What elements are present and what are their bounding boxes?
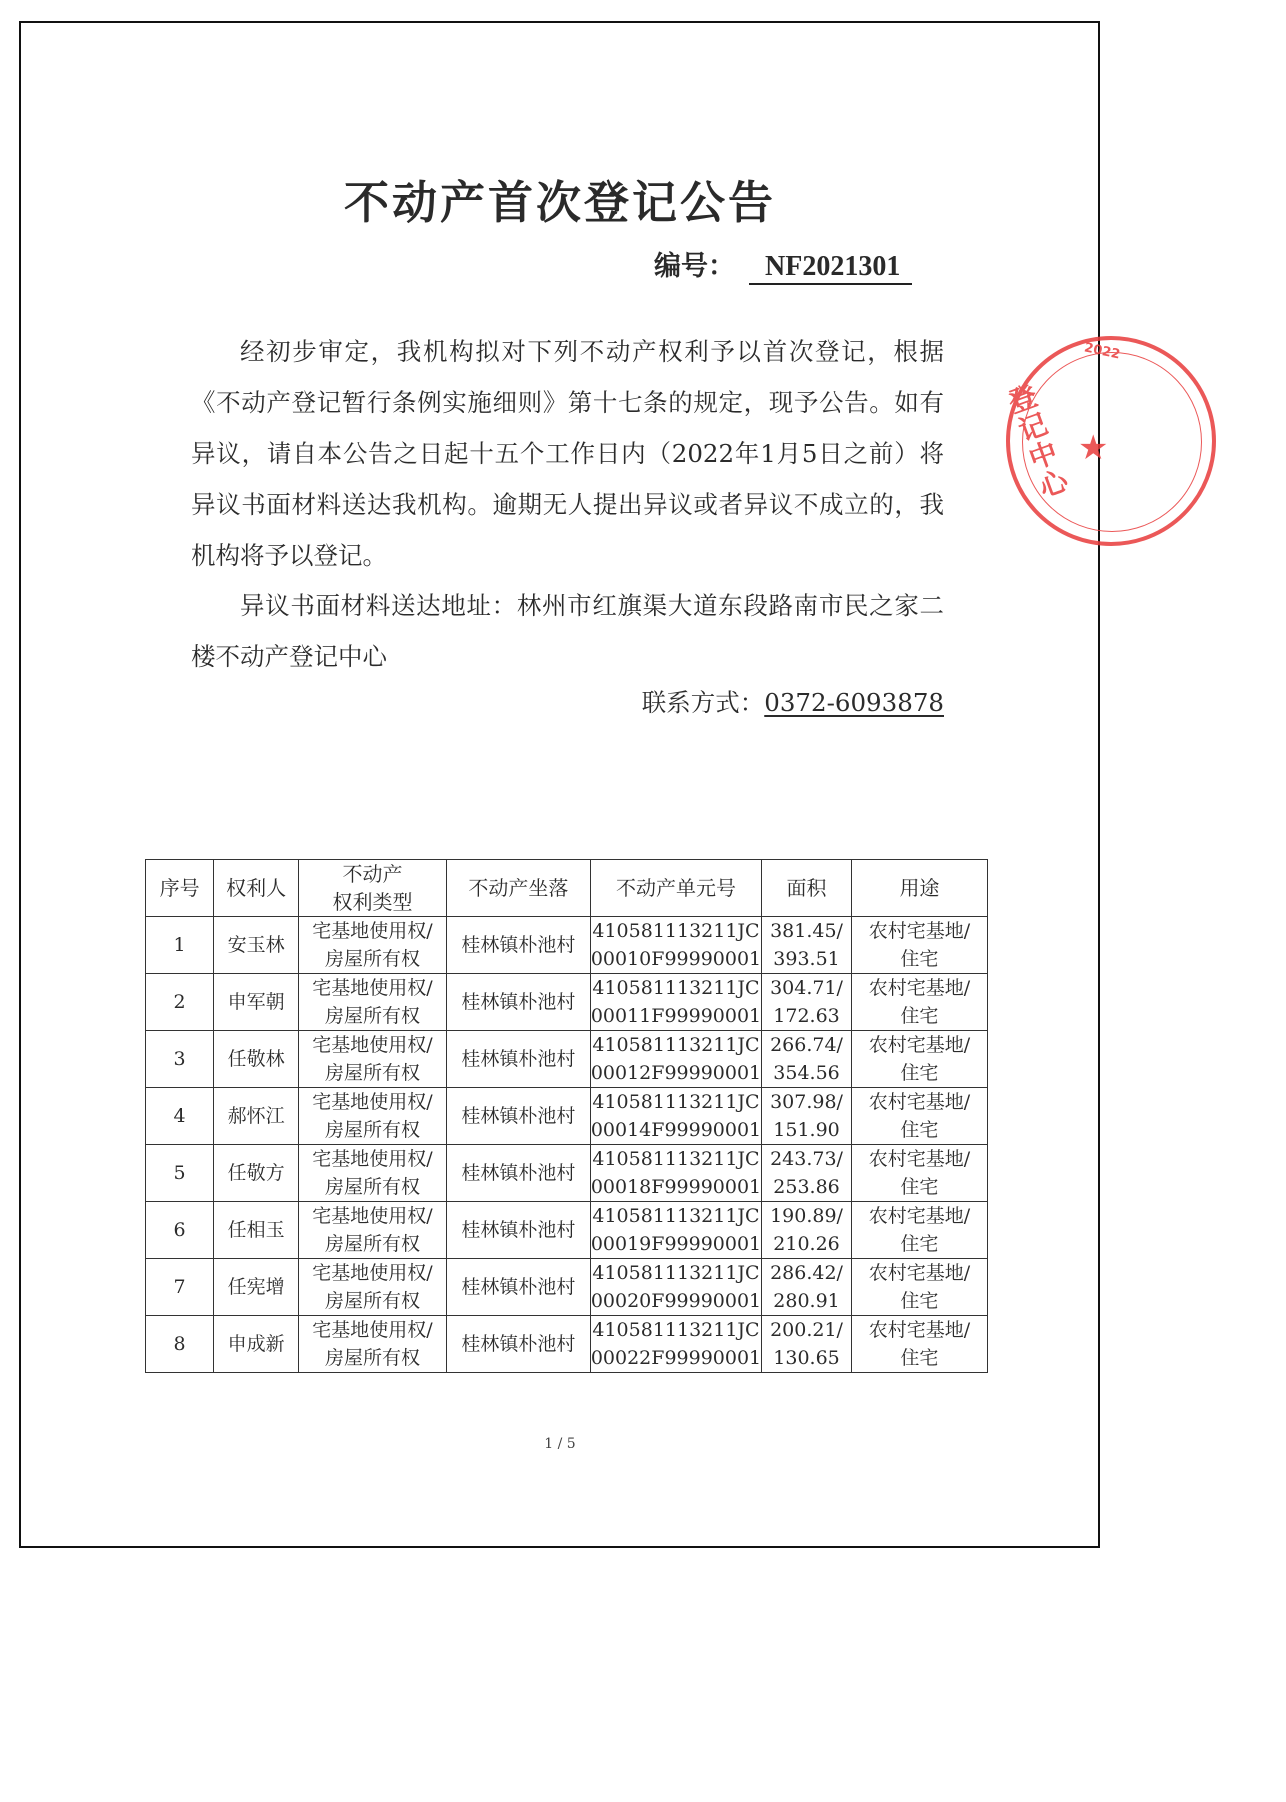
cell-area (762, 1202, 852, 1259)
cell-use (851, 1145, 987, 1202)
cell-use-text: 住宅 (900, 1005, 939, 1027)
cell-no (146, 1202, 214, 1259)
cell-area (762, 1031, 852, 1088)
cell-unit-number-text: 410581113211JC (592, 977, 760, 999)
cell-use (851, 1088, 987, 1145)
header-owner: 权利人 (214, 860, 299, 917)
cell-no (146, 1031, 214, 1088)
cell-use-text: 住宅 (900, 1290, 939, 1312)
cell-right-type-text: 宅基地使用权/ (312, 1034, 433, 1056)
cell-unit-number-text: 00022F99990001 (590, 1347, 762, 1369)
cell-use (851, 1031, 987, 1088)
cell-unit-number-text: 410581113211JC (592, 1148, 760, 1170)
cell-unit-number (590, 1088, 761, 1145)
cell-right-type-text: 房屋所有权 (325, 948, 421, 970)
header-right-type-line2: 权利类型 (332, 890, 413, 914)
cell-use-text: 农村宅基地/ (868, 920, 971, 942)
cell-unit-number-text: 410581113211JC (592, 1205, 760, 1227)
cell-owner-text: 郝怀江 (227, 1105, 285, 1127)
cell-unit-number (590, 974, 761, 1031)
table-row (146, 1202, 988, 1259)
header-unit-number: 不动产单元号 (590, 860, 761, 917)
cell-no (146, 1088, 214, 1145)
cell-unit-number-text: 00018F99990001 (590, 1176, 762, 1198)
cell-owner (214, 1259, 299, 1316)
cell-location (446, 917, 590, 974)
cell-use-text: 住宅 (900, 1119, 939, 1141)
cell-unit-number (590, 1145, 761, 1202)
cell-no-text: 8 (173, 1333, 186, 1355)
cell-area-text: 354.56 (773, 1062, 840, 1084)
cell-use-text: 农村宅基地/ (868, 1091, 971, 1113)
cell-right-type (299, 1316, 447, 1373)
cell-owner (214, 1202, 299, 1259)
seal-text: 登记中心 (1004, 378, 1073, 505)
cell-owner (214, 917, 299, 974)
cell-right-type (299, 1202, 447, 1259)
cell-no-text: 3 (173, 1048, 186, 1070)
table-row (146, 1259, 988, 1316)
cell-unit-number (590, 1259, 761, 1316)
table-header-row (146, 860, 988, 917)
cell-right-type-text: 宅基地使用权/ (312, 1091, 433, 1113)
cell-unit-number-text: 00011F99990001 (590, 1005, 762, 1027)
cell-use-text: 农村宅基地/ (868, 1205, 971, 1227)
cell-area-text: 253.86 (773, 1176, 840, 1198)
cell-right-type-text: 房屋所有权 (325, 1290, 421, 1312)
cell-area-text: 381.45/ (770, 920, 843, 942)
cell-unit-number-text: 00012F99990001 (590, 1062, 762, 1084)
cell-location-text: 桂林镇朴池村 (461, 1219, 576, 1241)
cell-no (146, 1145, 214, 1202)
page-title: 不动产首次登记公告 (343, 176, 776, 229)
table-row (146, 1031, 988, 1088)
cell-owner-text: 任宪增 (227, 1276, 285, 1298)
cell-location-text: 桂林镇朴池村 (461, 1105, 576, 1127)
cell-area-text: 286.42/ (770, 1262, 843, 1284)
header-location: 不动产坐落 (446, 860, 590, 917)
cell-right-type (299, 1031, 447, 1088)
cell-unit-number (590, 1031, 761, 1088)
cell-right-type (299, 1088, 447, 1145)
document-number-label: 编号： (654, 251, 735, 282)
address-paragraph: 异议书面材料送达地址：林州市红旗渠大道东段路南市民之家二楼不动产登记中心 (191, 591, 944, 671)
cell-unit-number (590, 917, 761, 974)
document-number (654, 244, 912, 285)
contact-phone: 0372-6093878 (764, 688, 944, 717)
cell-unit-number-text: 410581113211JC (592, 1319, 760, 1341)
cell-unit-number-text: 00014F99990001 (590, 1119, 762, 1141)
cell-right-type-text: 房屋所有权 (325, 1347, 421, 1369)
cell-use (851, 917, 987, 974)
cell-owner-text: 申成新 (227, 1333, 285, 1355)
cell-use-text: 住宅 (900, 1176, 939, 1198)
cell-unit-number-text: 410581113211JC (592, 1034, 760, 1056)
cell-owner (214, 1145, 299, 1202)
cell-area-text: 172.63 (773, 1005, 840, 1027)
cell-right-type-text: 宅基地使用权/ (312, 1319, 433, 1341)
cell-unit-number (590, 1202, 761, 1259)
cell-use-text: 住宅 (900, 1233, 939, 1255)
cell-owner (214, 1031, 299, 1088)
cell-right-type-text: 宅基地使用权/ (312, 1148, 433, 1170)
cell-owner-text: 任敬方 (227, 1162, 285, 1184)
notice-paragraph: 经初步审定，我机构拟对下列不动产权利予以首次登记，根据《不动产登记暂行条例实施细则》第十七条的规定，现予公告。如有异议，请自本公告之日起十五个工作日内（2022年1月5日之前）将异议书面材料送达我机构。逾期无人提出异议或者异议不成立的，我机构将予以登记。 (191, 337, 944, 570)
cell-right-type-text: 房屋所有权 (325, 1119, 421, 1141)
contact-label: 联系方式： (641, 688, 765, 717)
cell-no (146, 1259, 214, 1316)
cell-location (446, 1316, 590, 1373)
cell-unit-number-text: 410581113211JC (592, 1091, 760, 1113)
seal-star-icon: ★ (1078, 428, 1109, 468)
table-row (146, 917, 988, 974)
cell-no (146, 1316, 214, 1373)
cell-right-type-text: 宅基地使用权/ (312, 1262, 433, 1284)
cell-area-text: 280.91 (773, 1290, 840, 1312)
cell-area-text: 130.65 (773, 1347, 840, 1369)
cell-use-text: 农村宅基地/ (868, 1319, 971, 1341)
cell-use-text: 住宅 (900, 948, 939, 970)
cell-no-text: 1 (173, 934, 186, 956)
cell-owner-text: 安玉林 (227, 934, 285, 956)
cell-use-text: 农村宅基地/ (868, 1148, 971, 1170)
cell-location-text: 桂林镇朴池村 (461, 1276, 576, 1298)
cell-no-text: 2 (173, 991, 186, 1013)
cell-location-text: 桂林镇朴池村 (461, 934, 576, 956)
table-row (146, 1316, 988, 1373)
cell-owner (214, 1316, 299, 1373)
cell-location (446, 1088, 590, 1145)
table-row (146, 1088, 988, 1145)
cell-unit-number-text: 410581113211JC (592, 920, 760, 942)
cell-use-text: 农村宅基地/ (868, 977, 971, 999)
cell-right-type-text: 房屋所有权 (325, 1176, 421, 1198)
cell-use (851, 1202, 987, 1259)
table-row (146, 1145, 988, 1202)
cell-area-text: 200.21/ (770, 1319, 843, 1341)
cell-no-text: 7 (173, 1276, 186, 1298)
page-indicator: 1 / 5 (544, 1436, 576, 1452)
cell-no-text: 6 (173, 1219, 186, 1241)
seal-year: 2022 (1082, 340, 1122, 363)
cell-unit-number-text: 00020F99990001 (590, 1290, 762, 1312)
cell-right-type (299, 917, 447, 974)
header-no: 序号 (146, 860, 214, 917)
cell-area (762, 974, 852, 1031)
cell-area-text: 304.71/ (770, 977, 843, 999)
cell-location (446, 1202, 590, 1259)
cell-right-type-text: 房屋所有权 (325, 1233, 421, 1255)
cell-owner-text: 任相玉 (227, 1219, 285, 1241)
cell-unit-number-text: 410581113211JC (592, 1262, 760, 1284)
cell-area-text: 393.51 (773, 948, 840, 970)
cell-right-type-text: 宅基地使用权/ (312, 977, 433, 999)
header-area: 面积 (762, 860, 852, 917)
cell-right-type-text: 房屋所有权 (325, 1005, 421, 1027)
cell-area (762, 1145, 852, 1202)
cell-use-text: 农村宅基地/ (868, 1034, 971, 1056)
cell-use (851, 1259, 987, 1316)
cell-no (146, 974, 214, 1031)
cell-location-text: 桂林镇朴池村 (461, 991, 576, 1013)
cell-location-text: 桂林镇朴池村 (461, 1048, 576, 1070)
cell-owner (214, 974, 299, 1031)
cell-area-text: 307.98/ (770, 1091, 843, 1113)
cell-location (446, 1031, 590, 1088)
official-seal (1006, 336, 1216, 546)
header-use: 用途 (851, 860, 987, 917)
cell-right-type (299, 1145, 447, 1202)
cell-no-text: 5 (173, 1162, 186, 1184)
cell-area (762, 1088, 852, 1145)
contact-info (642, 684, 944, 719)
registration-table (145, 859, 988, 1373)
cell-use-text: 住宅 (900, 1347, 939, 1369)
header-right-type (299, 860, 447, 917)
cell-use (851, 1316, 987, 1373)
cell-area-text: 210.26 (773, 1233, 840, 1255)
cell-right-type-text: 宅基地使用权/ (312, 1205, 433, 1227)
cell-unit-number (590, 1316, 761, 1373)
cell-location (446, 974, 590, 1031)
table-row (146, 974, 988, 1031)
cell-use (851, 974, 987, 1031)
cell-right-type-text: 宅基地使用权/ (312, 920, 433, 942)
cell-owner-text: 申军朝 (227, 991, 285, 1013)
cell-owner (214, 1088, 299, 1145)
cell-area (762, 1259, 852, 1316)
header-right-type-line1: 不动产 (342, 862, 403, 886)
cell-right-type (299, 974, 447, 1031)
cell-no-text: 4 (173, 1105, 186, 1127)
cell-right-type-text: 房屋所有权 (325, 1062, 421, 1084)
cell-no (146, 917, 214, 974)
cell-area-text: 266.74/ (770, 1034, 843, 1056)
table-body (146, 917, 988, 1373)
cell-unit-number-text: 00019F99990001 (590, 1233, 762, 1255)
cell-use-text: 住宅 (900, 1062, 939, 1084)
cell-location (446, 1259, 590, 1316)
cell-location-text: 桂林镇朴池村 (461, 1333, 576, 1355)
cell-area (762, 1316, 852, 1373)
cell-area (762, 917, 852, 974)
cell-unit-number-text: 00010F99990001 (590, 948, 762, 970)
cell-right-type (299, 1259, 447, 1316)
cell-owner-text: 任敬林 (227, 1048, 285, 1070)
cell-area-text: 151.90 (773, 1119, 840, 1141)
cell-area-text: 190.89/ (770, 1205, 843, 1227)
cell-area-text: 243.73/ (770, 1148, 843, 1170)
document-number-value: NF2021301 (749, 251, 912, 285)
cell-location-text: 桂林镇朴池村 (461, 1162, 576, 1184)
cell-use-text: 农村宅基地/ (868, 1262, 971, 1284)
cell-location (446, 1145, 590, 1202)
